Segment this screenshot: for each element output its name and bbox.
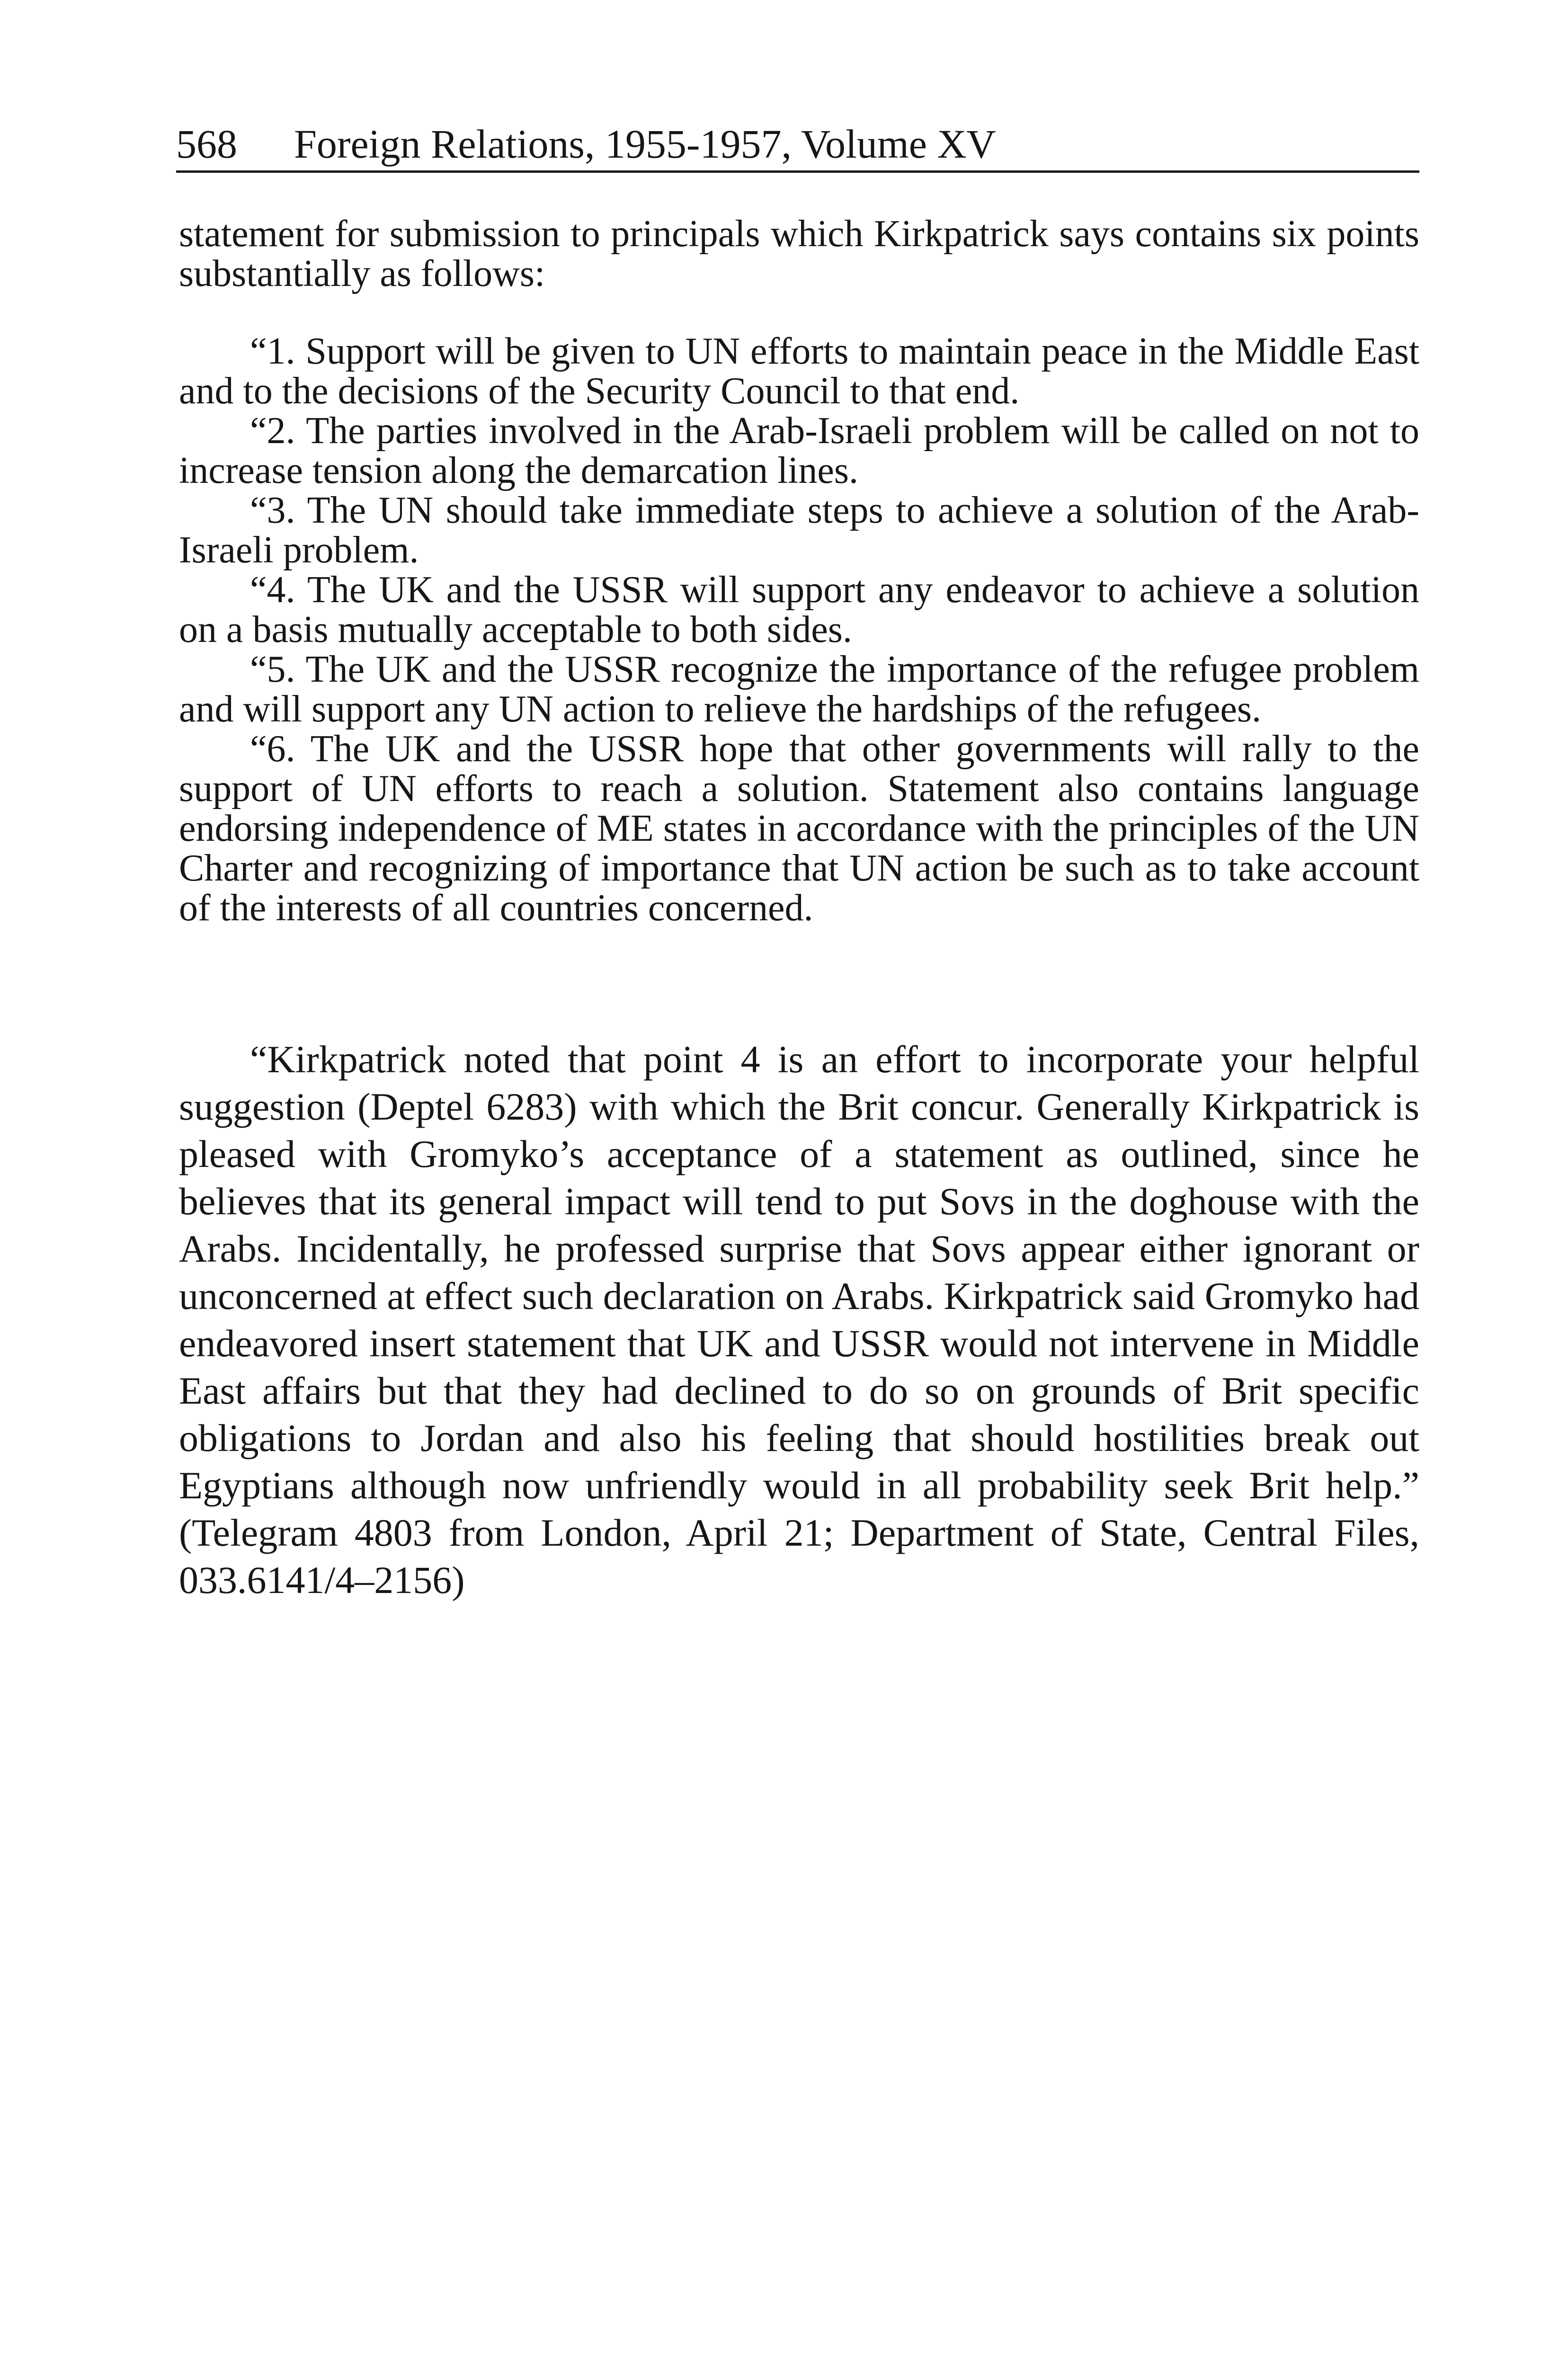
commentary-paragraph xyxy=(179,1036,1419,1604)
point-6: “6. The UK and the USSR hope that other governments will rally to the support of UN efforts to reach a solution. Statement also contains language endorsing independence of ME states in accordance with the principles of the UN Charter and recognizing of importance that UN action be such as to take account of the interests of all countries concerned. xyxy=(179,728,1419,929)
point-2: “2. The parties involved in the Arab-Israeli problem will be called on not to increase tension along the demarcation lines. xyxy=(179,410,1419,491)
points-list xyxy=(179,331,1419,928)
point-3: “3. The UN should take immediate steps to achieve a solution of the Arab-Israeli problem. xyxy=(179,489,1419,571)
running-title: Foreign Relations, 1955-1957, Volume XV xyxy=(294,121,996,167)
intro-text: statement for submission to principals which Kirkpatrick says contains six points substantially as follows: xyxy=(179,213,1419,294)
intro-paragraph xyxy=(179,214,1419,294)
point-1: “1. Support will be given to UN efforts to maintain peace in the Middle East and to the decisions of the Security Council to that end. xyxy=(179,330,1419,412)
running-head xyxy=(176,117,1419,173)
point-5: “5. The UK and the USSR recognize the importance of the refugee problem and will support any UN action to relieve the hardships of the refugees. xyxy=(179,649,1419,730)
page-number: 568 xyxy=(176,121,237,167)
point-4: “4. The UK and the USSR will support any endeavor to achieve a solution on a basis mutually acceptable to both sides. xyxy=(179,569,1419,650)
commentary-text: “Kirkpatrick noted that point 4 is an effort to incorporate your helpful suggestion (Deptel 6283) with which the Brit concur. Generally Kirkpatrick is pleased with Gromyko’s acceptance of a statement as outlined, since he believes that its general impact will tend to put Sovs in the doghouse with the Arabs. Incidentally, he professed surprise that Sovs appear either ignorant or unconcerned at effect such declaration on Arabs. Kirkpatrick said Gromyko had endeavored insert statement that UK and USSR would not intervene in Middle East affairs but that they had declined to do so on grounds of Brit specific obligations to Jordan and also his feeling that should hostilities break out Egyptians although now unfriendly would in all probability seek Brit help.” (Telegram 4803 from London, April 21; Department of State, Central Files, 033.6141/4–2156) xyxy=(179,1038,1419,1602)
